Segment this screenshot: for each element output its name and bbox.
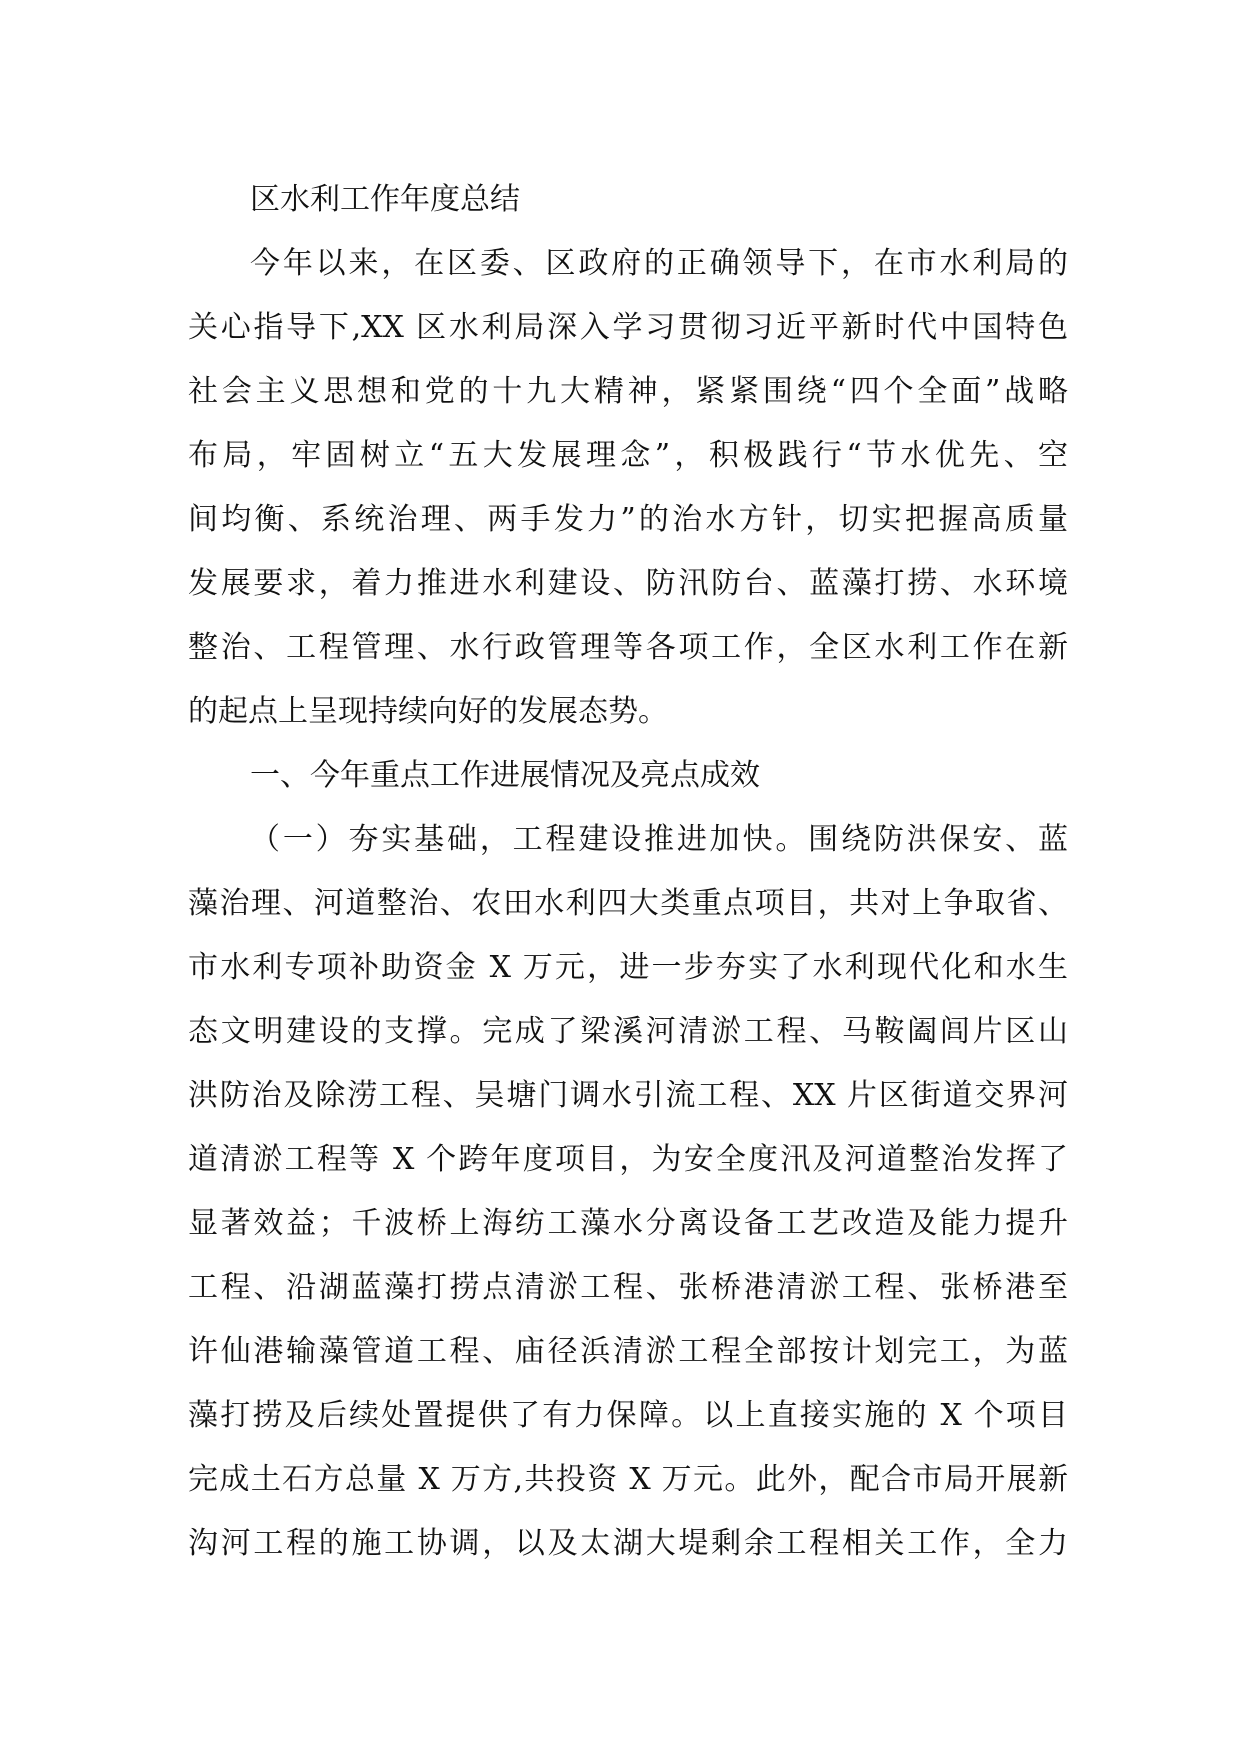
document-title: 区水利工作年度总结 — [250, 182, 520, 217]
paragraph-line: 许仙港输藻管道工程、庙径浜清淤工程全部按计划完工，为蓝 — [188, 1334, 1068, 1369]
paragraph-line: 发展要求，着力推进水利建设、防汛防台、蓝藻打捞、水环境 — [188, 566, 1068, 601]
paragraph-line: 今年以来，在区委、区政府的正确领导下，在市水利局的 — [250, 246, 1068, 281]
paragraph-line: 布局，牢固树立“五大发展理念”，积极践行“节水优先、空 — [188, 438, 1068, 473]
paragraph-line: 洪防治及除涝工程、吴塘门调水引流工程、XX 片区街道交界河 — [188, 1078, 1068, 1113]
paragraph-line: （一）夯实基础，工程建设推进加快。围绕防洪保安、蓝 — [250, 822, 1068, 857]
paragraph-line: 的起点上呈现持续向好的发展态势。 — [188, 694, 668, 729]
paragraph-line: 关心指导下,XX 区水利局深入学习贯彻习近平新时代中国特色 — [188, 310, 1068, 345]
paragraph-line: 完成土石方总量 X 万方,共投资 X 万元。此外，配合市局开展新 — [188, 1462, 1068, 1497]
paragraph-line: 沟河工程的施工协调，以及太湖大堤剩余工程相关工作，全力 — [188, 1526, 1068, 1561]
paragraph-line: 藻治理、河道整治、农田水利四大类重点项目，共对上争取省、 — [188, 886, 1068, 921]
paragraph-line: 市水利专项补助资金 X 万元，进一步夯实了水利现代化和水生 — [188, 950, 1068, 985]
paragraph-line: 态文明建设的支撑。完成了梁溪河清淤工程、马鞍阖闾片区山 — [188, 1014, 1068, 1049]
paragraph-line: 道清淤工程等 X 个跨年度项目，为安全度汛及河道整治发挥了 — [188, 1142, 1068, 1177]
paragraph-line: 社会主义思想和党的十九大精神，紧紧围绕“四个全面”战略 — [188, 374, 1068, 409]
paragraph-line: 藻打捞及后续处置提供了有力保障。以上直接实施的 X 个项目 — [188, 1398, 1068, 1433]
paragraph-line: 显著效益；千波桥上海纺工藻水分离设备工艺改造及能力提升 — [188, 1206, 1068, 1241]
document-body — [188, 168, 1068, 1576]
paragraph-line: 间均衡、系统治理、两手发力”的治水方针，切实把握高质量 — [188, 502, 1068, 537]
section-heading: 一、今年重点工作进展情况及亮点成效 — [250, 758, 760, 793]
paragraph-line: 整治、工程管理、水行政管理等各项工作，全区水利工作在新 — [188, 630, 1068, 665]
paragraph-line: 工程、沿湖蓝藻打捞点清淤工程、张桥港清淤工程、张桥港至 — [188, 1270, 1068, 1305]
